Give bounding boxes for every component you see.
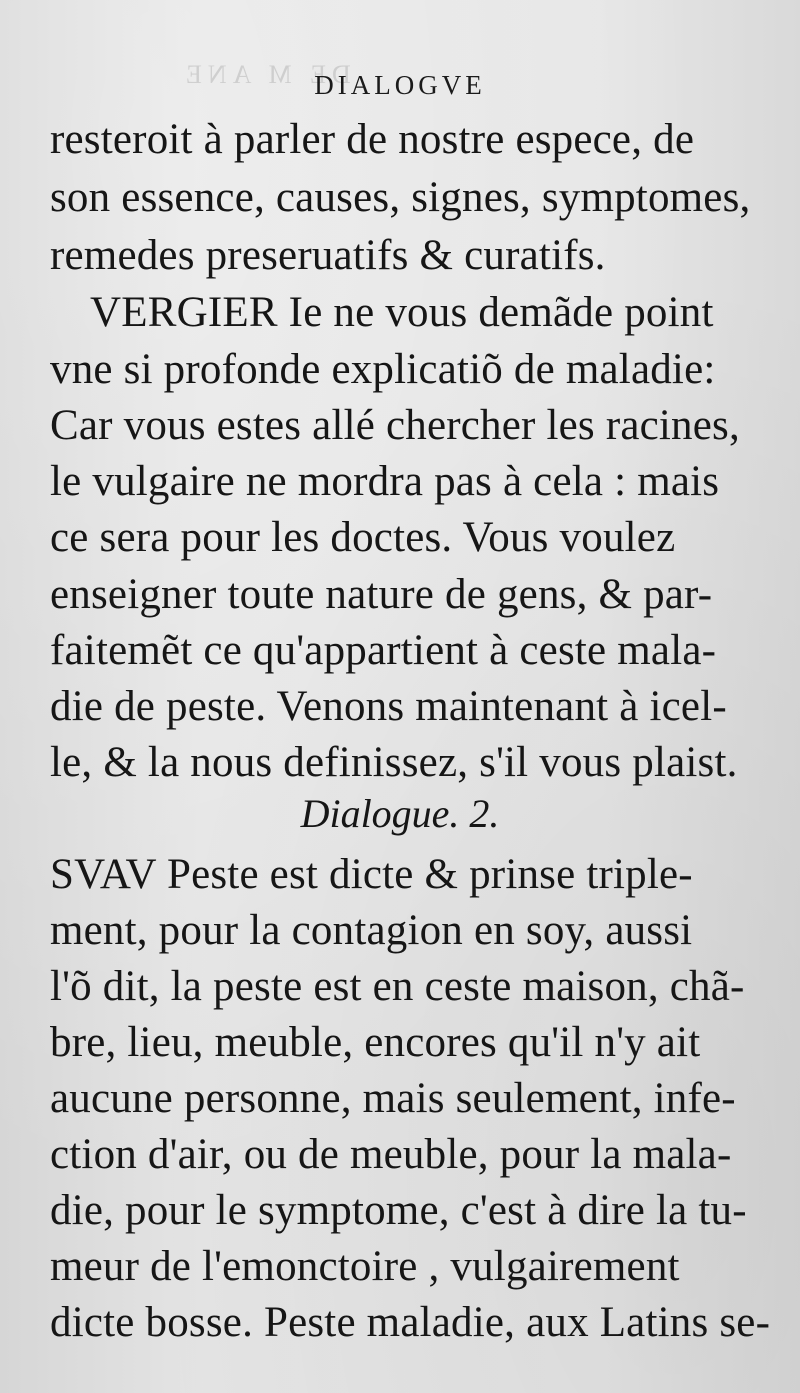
text-line: bre, lieu, meuble, encores qu'il n'y ait — [50, 1019, 701, 1066]
text-line: meur de l'emonctoire , vulgairement — [50, 1243, 680, 1290]
section-title: Dialogue. 2. — [300, 791, 500, 836]
text-line: SVAV Peste est dicte & prinse triple- — [50, 851, 693, 898]
running-header: DIALOGVE — [314, 70, 486, 100]
text-line: resteroit à parler de nostre espece, de — [50, 116, 695, 163]
text-line: ment, pour la contagion en soy, aussi — [50, 907, 693, 954]
text-line: enseigner toute nature de gens, & par- — [50, 571, 713, 618]
text-line: ction d'air, ou de meuble, pour la mala- — [50, 1131, 732, 1178]
text-line: faitemẽt ce qu'appartient à ceste mala- — [50, 627, 717, 674]
text-line: dicte bosse. Peste maladie, aux Latins se- — [50, 1299, 771, 1346]
text-line: le, & la nous definissez, s'il vous plaist. — [50, 739, 738, 786]
text-line: ce sera pour les doctes. Vous voulez — [50, 514, 676, 561]
text-line: VERGIER Ie ne vous demãde point — [90, 289, 714, 336]
text-line: l'õ dit, la peste est en ceste maison, chã- — [50, 963, 745, 1010]
text-line: Car vous estes allé chercher les racines, — [50, 402, 740, 449]
text-line: aucune personne, mais seulement, infe- — [50, 1075, 736, 1122]
show-through-text: DE M ANE — [180, 60, 351, 89]
text-line: son essence, causes, signes, symptomes, — [50, 174, 751, 221]
text-line: remedes preseruatifs & curatifs. — [50, 232, 606, 279]
text-line: vne si profonde explicatiõ de maladie: — [50, 346, 716, 393]
text-line: le vulgaire ne mordra pas à cela : mais — [50, 458, 720, 505]
text-line: die de peste. Venons maintenant à icel- — [50, 683, 727, 730]
text-line: die, pour le symptome, c'est à dire la tu- — [50, 1187, 747, 1234]
